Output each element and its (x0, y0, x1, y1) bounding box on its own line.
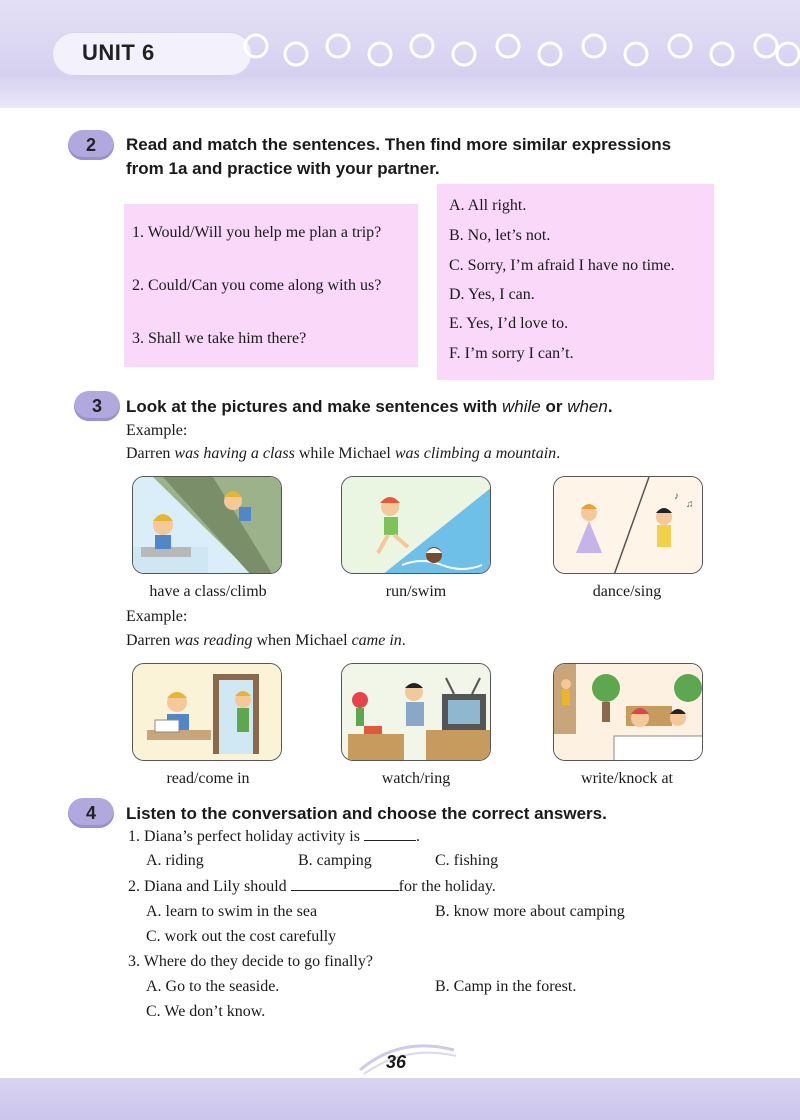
example-1-part: while Michael (294, 445, 395, 462)
page-number: 36 (385, 1052, 407, 1072)
picture-run-swim (341, 476, 491, 574)
q1-option-a: A. riding (146, 852, 204, 869)
answer-f: F. I’m sorry I can’t. (449, 345, 574, 362)
q1-option-b: B. camping (298, 852, 372, 869)
q1-stem (128, 827, 420, 846)
picture-dance-sing (553, 476, 703, 574)
footer-band (0, 1078, 800, 1120)
answer-c: C. Sorry, I’m afraid I have no time. (449, 257, 675, 274)
q2-blank (291, 877, 399, 891)
q1-option-c: C. fishing (435, 852, 499, 869)
example-2-sentence (126, 632, 406, 650)
q1-stem-end: . (415, 828, 420, 845)
example-2-part: . (401, 632, 406, 649)
caption-read-come-in: read/come in (166, 770, 250, 787)
example-2-italic: was reading (174, 632, 253, 649)
picture-watch-ring (341, 663, 491, 761)
section-2-title-line2: from 1a and practice with your partner. (126, 159, 440, 178)
q2-stem (128, 877, 496, 896)
q2-stem-text: 2. Diana and Lily should (128, 878, 291, 895)
section-4-badge: 4 (68, 798, 114, 828)
caption-watch-ring: watch/ring (381, 770, 451, 787)
section-4-title: Listen to the conversation and choose the correct answers. (126, 804, 607, 823)
question-3: 3. Shall we take him there? (132, 330, 307, 347)
example-1-part: Darren (126, 445, 175, 462)
svg-text:♫: ♫ (686, 499, 694, 510)
caption-run-swim: run/swim (385, 583, 447, 600)
example-2-part: Darren (126, 632, 175, 649)
caption-class-climb: have a class/climb (149, 583, 267, 600)
section-3-title-period: . (607, 397, 613, 416)
section-2-title (126, 133, 671, 181)
section-3-title (126, 395, 613, 419)
answer-b: B. No, let’s not. (449, 227, 551, 244)
decorative-rings (232, 30, 800, 76)
example-2-italic: came in (351, 632, 402, 649)
example-1-part: . (556, 445, 561, 462)
section-3-title-or: or (540, 397, 568, 416)
question-2: 2. Could/Can you come along with us? (132, 277, 382, 294)
section-3-title-prefix: Look at the pictures and make sentences with (126, 397, 502, 416)
picture-class-climb (132, 476, 282, 574)
section-3-title-while: while (502, 397, 541, 416)
unit-title: UNIT 6 (82, 40, 155, 65)
q2-option-b: B. know more about camping (435, 903, 625, 920)
section-3-badge: 3 (74, 391, 120, 421)
example-1-italic: was having a class (174, 445, 295, 462)
question-1: 1. Would/Will you help me plan a trip? (132, 224, 382, 241)
example-2-part: when Michael (252, 632, 352, 649)
caption-dance-sing: dance/sing (592, 583, 662, 600)
q3-stem: 3. Where do they decide to go finally? (128, 953, 373, 970)
picture-read-come-in (132, 663, 282, 761)
q2-option-a: A. learn to swim in the sea (146, 903, 318, 920)
example-1-label: Example: (126, 422, 188, 439)
answer-d: D. Yes, I can. (449, 286, 535, 303)
example-2-label: Example: (126, 608, 188, 625)
example-1-sentence (126, 445, 560, 463)
svg-text:♪: ♪ (674, 491, 679, 502)
caption-write-knock: write/knock at (581, 770, 673, 787)
answer-e: E. Yes, I’d love to. (449, 315, 569, 332)
q3-option-a: A. Go to the seaside. (146, 978, 280, 995)
q1-blank (364, 827, 416, 841)
q3-option-c: C. We don’t know. (146, 1003, 266, 1020)
picture-write-knock (553, 663, 703, 761)
section-2-badge: 2 (68, 130, 114, 160)
answer-a: A. All right. (449, 197, 527, 214)
q3-option-b: B. Camp in the forest. (435, 978, 577, 995)
section-3-title-when: when (567, 397, 608, 416)
q1-stem-text: 1. Diana’s perfect holiday activity is (128, 828, 364, 845)
example-1-italic: was climbing a mountain (394, 445, 557, 462)
q2-stem-end: for the holiday. (398, 878, 496, 895)
section-2-title-line1: Read and match the sentences. Then find more similar expressions (126, 135, 672, 154)
q2-option-c: C. work out the cost carefully (146, 928, 337, 945)
